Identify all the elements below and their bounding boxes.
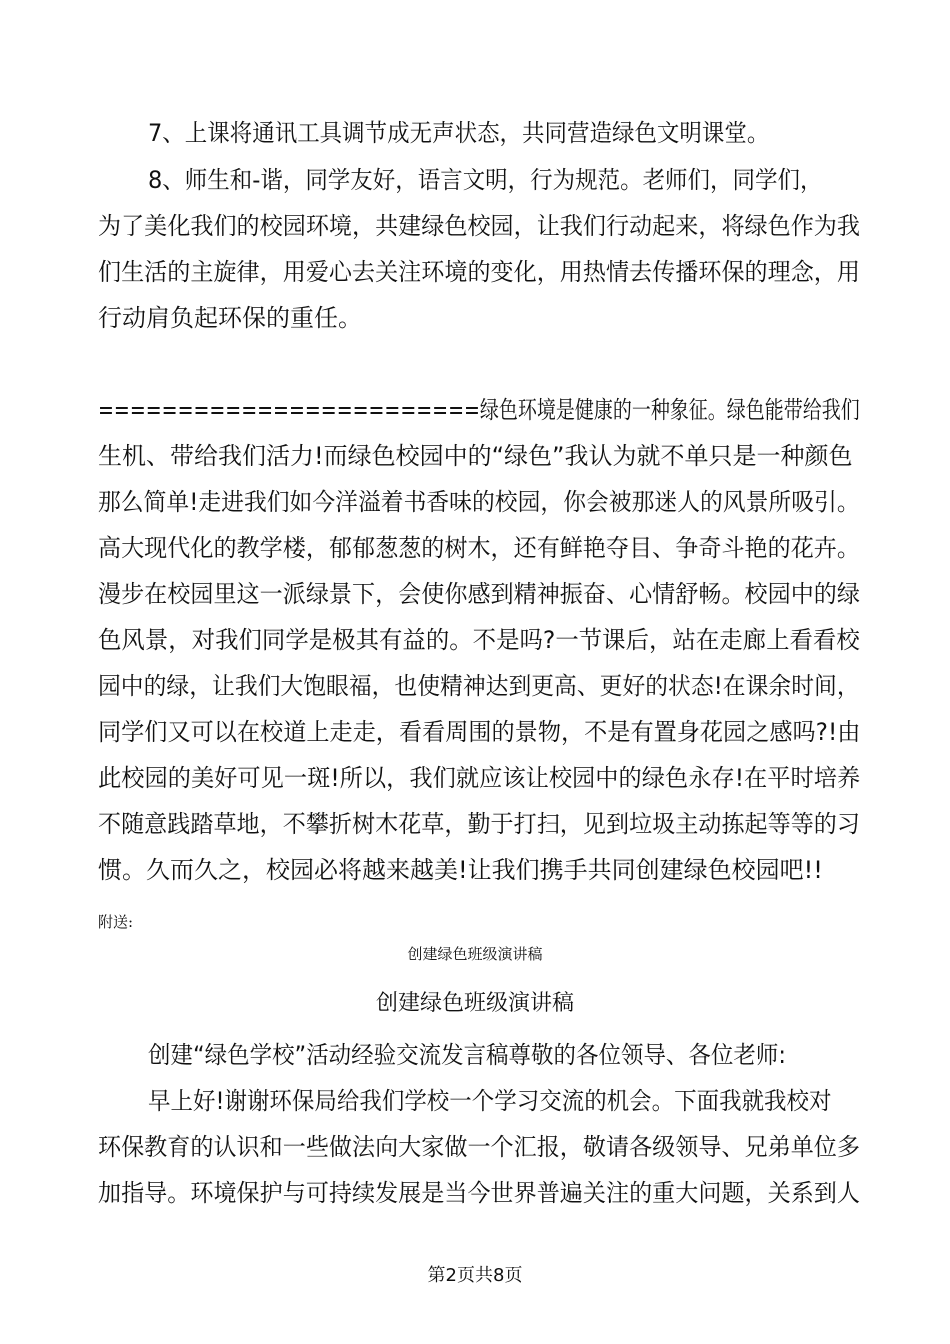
paragraph-8-line-1: 8、师生和-谐，同学友好，语言文明，行为规范。老师们，同学们， [148,166,823,194]
page-footer: 第2页共8页 [427,1265,523,1286]
essay-line-6: 色风景，对我们同学是极其有益的。不是吗?一节课后，站在走廊上看看校 [98,626,860,654]
essay-line-3: 那么简单!走进我们如今洋溢着书香味的校园，你会被那迷人的风景所吸引。 [98,488,860,516]
speech-body-line-1: 早上好!谢谢环保局给我们学校一个学习交流的机会。下面我就我校对 [148,1087,832,1115]
essay-line-2: 生机、带给我们活力!而绿色校园中的“绿色”我认为就不单只是一种颜色 [98,442,853,470]
subtitle: 创建绿色班级演讲稿 [407,945,543,963]
paragraph-7: 7、上课将通讯工具调节成无声状态，共同营造绿色文明课堂。 [148,119,770,147]
essay-line-1: ========================绿色环境是健康的一种象征。绿色能带给我们 [98,396,860,424]
essay-line-8: 同学们又可以在校道上走走，看看周围的景物，不是有置身花园之感吗?!由 [98,718,861,746]
essay-line-10: 不随意践踏草地，不攀折树木花草，勤于打扫，见到垃圾主动拣起等等的习 [98,810,860,838]
paragraph-8-line-3: 们生活的主旋律，用爱心去关注环境的变化，用热情去传播环保的理念，用 [98,258,860,286]
essay-line-7: 园中的绿，让我们大饱眼福，也使精神达到更高、更好的状态!在课余时间， [98,672,860,700]
essay-line-5: 漫步在校园里这一派绿景下，会使你感到精神振奋、心情舒畅。校园中的绿 [98,580,860,608]
speech-intro: 创建“绿色学校”活动经验交流发言稿尊敬的各位领导、各位老师: [148,1041,786,1069]
appendix-label: 附送: [98,913,134,931]
paragraph-8-line-2: 为了美化我们的校园环境，共建绿色校园，让我们行动起来，将绿色作为我 [98,212,860,240]
paragraph-8-line-4: 行动肩负起环保的重任。 [98,304,362,332]
essay-line-11: 惯。久而久之，校园必将越来越美!让我们携手共同创建绿色校园吧!! [98,856,823,884]
essay-line-9: 此校园的美好可见一斑!所以，我们就应该让校园中的绿色永存!在平时培养 [98,764,861,792]
speech-body-line-2: 环保教育的认识和一些做法向大家做一个汇报，敬请各级领导、兄弟单位多 [98,1133,860,1161]
essay-line-4: 高大现代化的教学楼，郁郁葱葱的树木，还有鲜艳夺目、争奇斗艳的花卉。 [98,534,860,562]
speech-body-line-3: 加指导。环境保护与可持续发展是当今世界普遍关注的重大问题，关系到人 [98,1179,860,1207]
page-title: 创建绿色班级演讲稿 [375,991,574,1016]
